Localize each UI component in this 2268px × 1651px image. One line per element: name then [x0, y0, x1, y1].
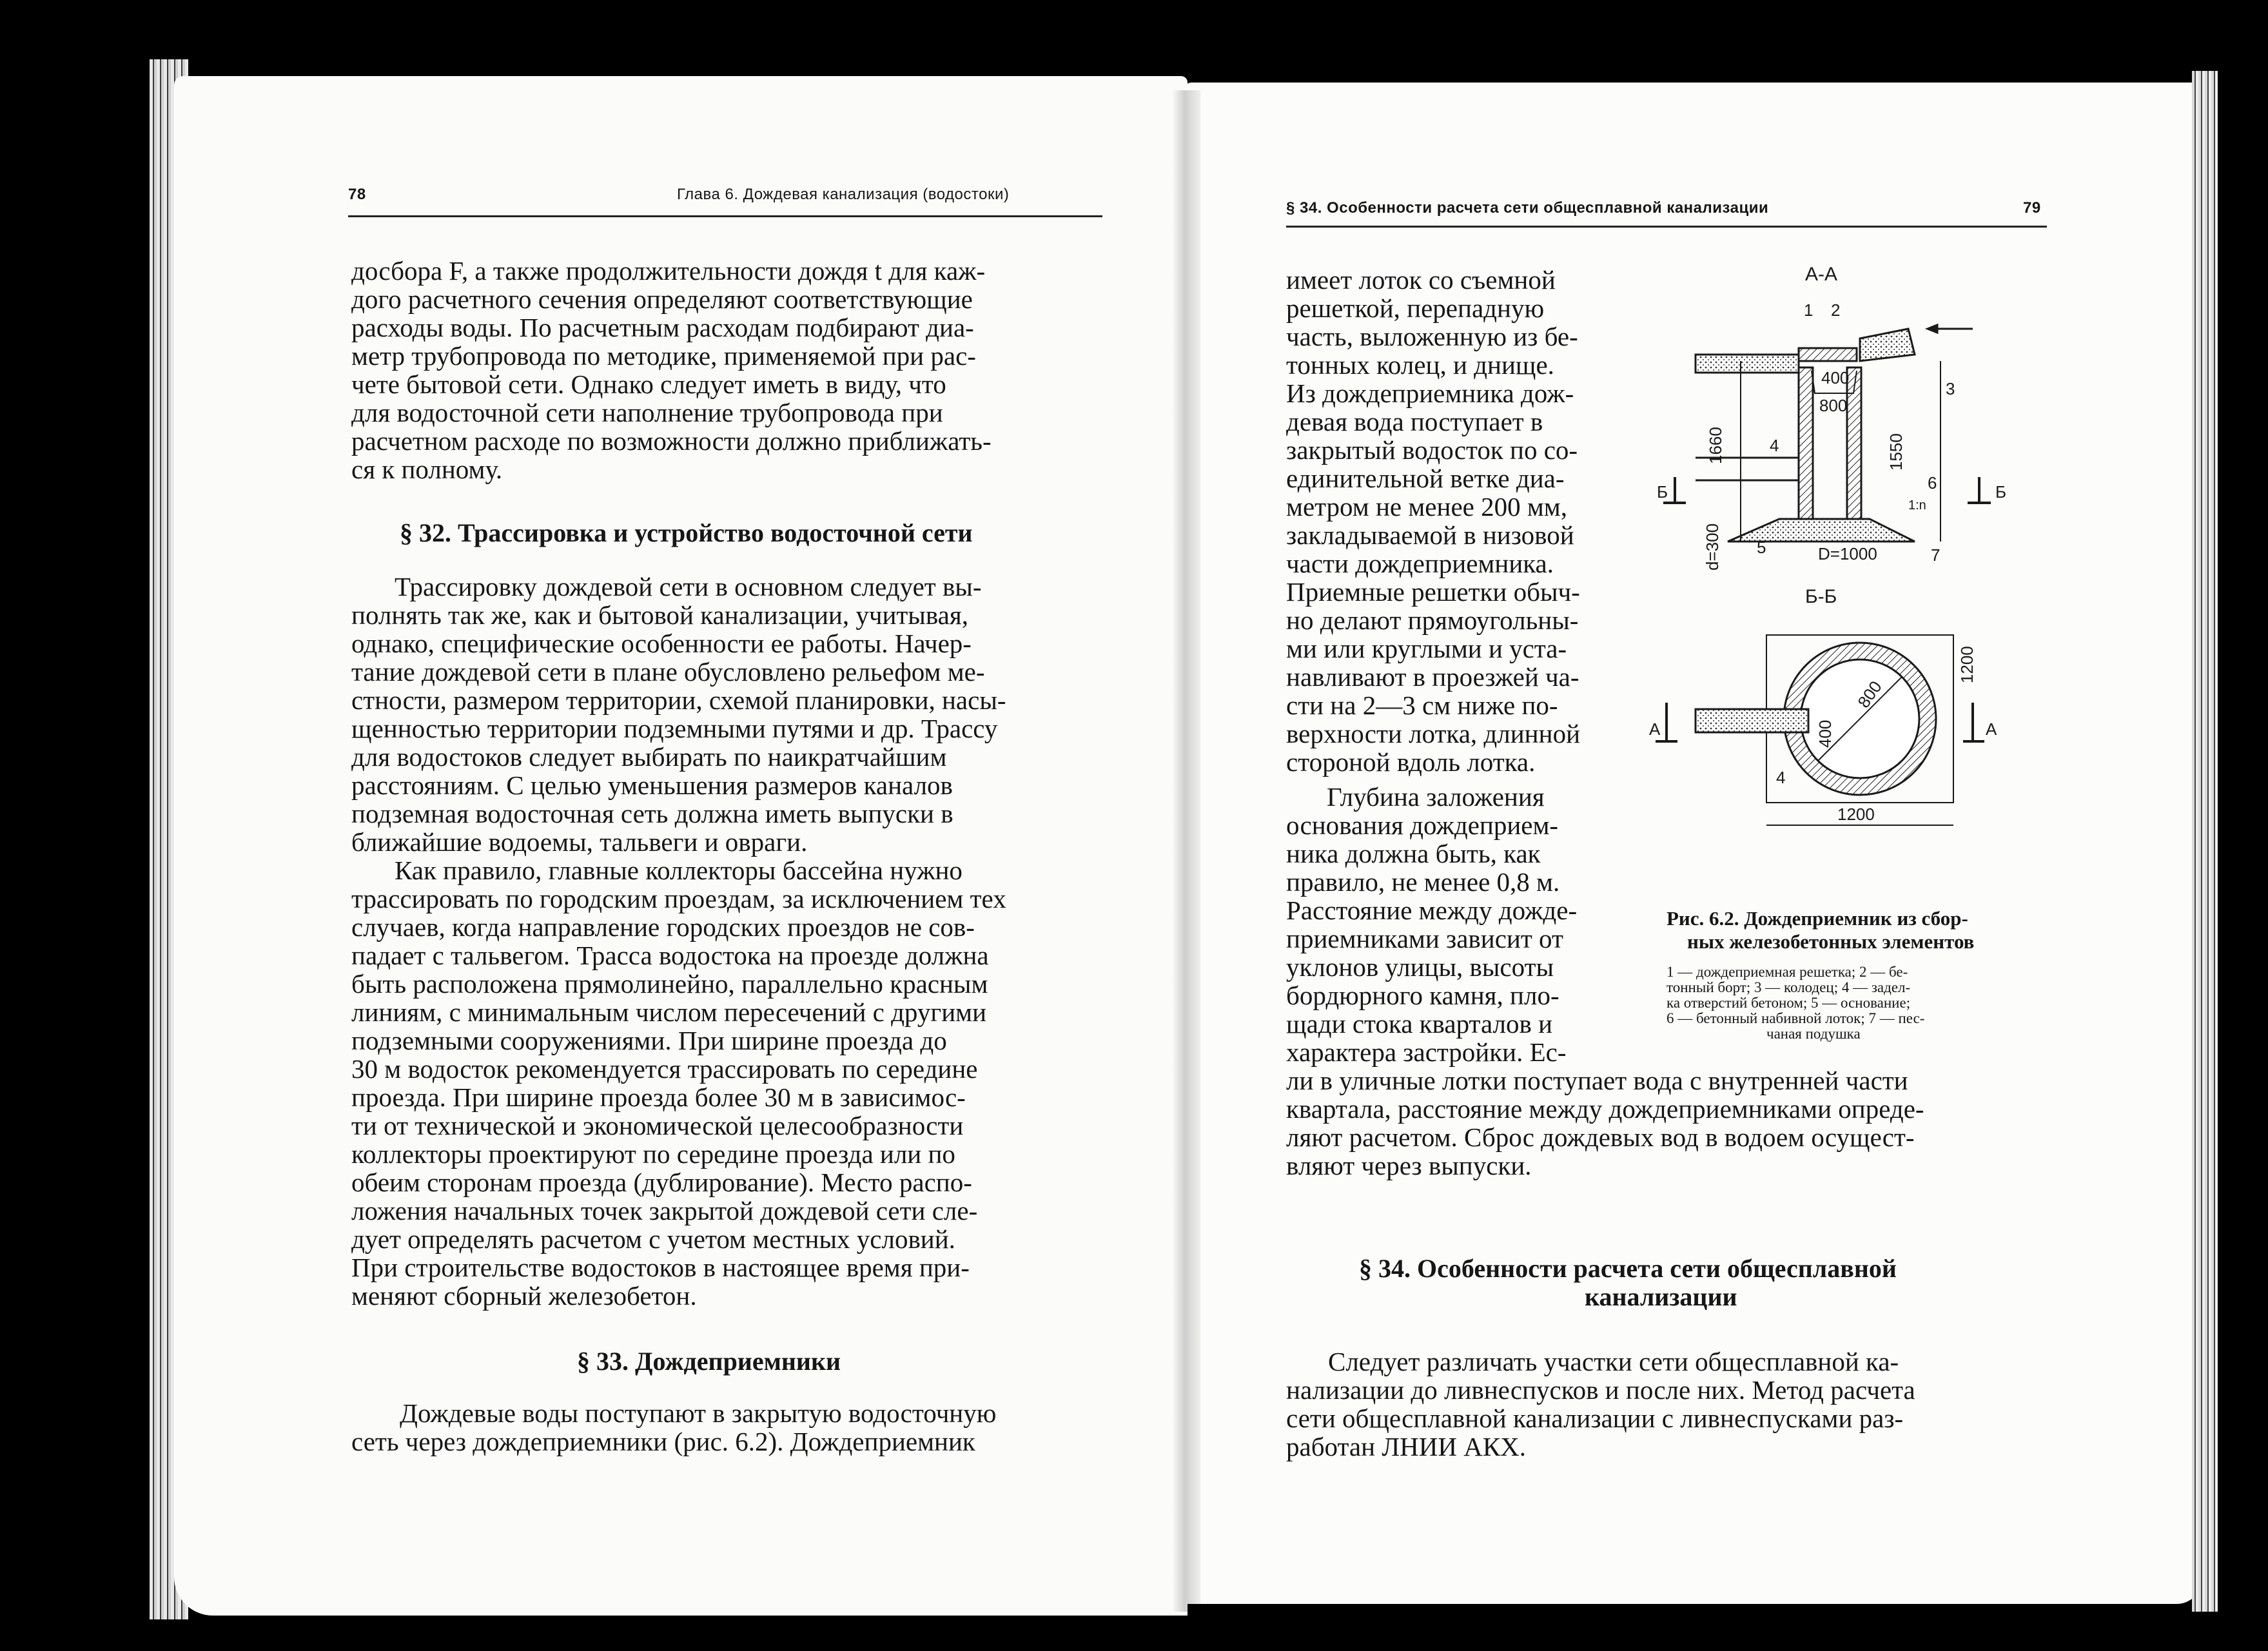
- text-line: Расстояние между дожде-: [1286, 895, 1578, 925]
- section-heading-34-cont: канализации: [1585, 1282, 1737, 1311]
- text-line: проезда. При ширине проезда более 30 м в зависимос-: [351, 1082, 966, 1112]
- text-line: случаев, когда направление городских проездов не сов-: [351, 912, 975, 942]
- section-letter-b-left: Б: [1657, 482, 1668, 502]
- text-line: ляют расчетом. Сброс дождевых вод в водоем осущест-: [1286, 1122, 1915, 1152]
- section-mark-a-right: [1963, 703, 1984, 741]
- head-rule-left: [348, 215, 1102, 217]
- dim-1550: 1550: [1886, 433, 1906, 471]
- section-aa-label: А-А: [1805, 264, 1838, 285]
- text-line: работан ЛНИИ АКХ.: [1286, 1432, 1527, 1461]
- text-line: Следует различать участки сети общесплавной ка-: [1328, 1347, 1899, 1376]
- text-line: однако, специфические особенности ее работы. Начер-: [351, 629, 972, 658]
- dim-400: 400: [1821, 368, 1850, 387]
- dim-circle-800: 800: [1853, 677, 1886, 712]
- text-line: ся к полному.: [351, 454, 503, 484]
- callout-7: 7: [1931, 545, 1941, 565]
- text-line: стности, размером территории, схемой планировки, насы-: [351, 685, 1006, 715]
- text-line: Глубина заложения: [1327, 782, 1545, 812]
- page-number-right: 79: [2023, 199, 2041, 217]
- section-heading-32: § 32. Трассировка и устройство водосточной сети: [400, 518, 973, 547]
- text-line: Приемные решетки обыч-: [1286, 577, 1580, 607]
- dim-d300: d=300: [1703, 523, 1722, 571]
- grate: [1799, 348, 1857, 361]
- text-line: ти от технической и экономической целесообразности: [351, 1111, 964, 1140]
- rainwater-inlet-drawing: [1637, 258, 2018, 903]
- text-line: тание дождевой сети в плане обусловлено рельефом ме-: [351, 657, 985, 687]
- text-line: подземная водосточная сеть должна иметь выпуски в: [351, 799, 953, 828]
- text-line: дого расчетного сечения определяют соответствующие: [351, 284, 973, 314]
- well-wall-left: [1799, 367, 1813, 519]
- text-line: сети общесплавной канализации с ливнеспусками раз-: [1286, 1403, 1904, 1433]
- dim-slope: 1:n: [1908, 498, 1926, 513]
- dim-800: 800: [1819, 396, 1848, 415]
- text-line: ли в уличные лотки поступает вода с внутренней части: [1286, 1066, 1908, 1095]
- callout-5: 5: [1757, 538, 1766, 557]
- legend-line: 6 — бетонный набивной лоток; 7 — пес-: [1667, 1010, 1925, 1026]
- text-line: для водосточной сети наполнение трубопровода при: [351, 398, 943, 427]
- section-mark-b-right: [1968, 477, 1991, 503]
- text-line: Дождевые воды поступают в закрытую водосточную: [400, 1398, 997, 1428]
- running-head-left: Глава 6. Дождевая канализация (водостоки): [677, 186, 1010, 203]
- text-line: метр трубопровода по методике, применяемой при рас-: [351, 341, 976, 371]
- legend-line: 1 — дождеприемная решетка; 2 — бе-: [1667, 964, 1908, 980]
- text-line: части дождеприемника.: [1286, 549, 1554, 578]
- text-line: имеет лоток со съемной: [1286, 265, 1556, 295]
- text-line: решеткой, перепадную: [1286, 293, 1545, 323]
- legend-line: чаная подушка: [1766, 1026, 1861, 1042]
- text-line: девая вода поступает в: [1286, 407, 1543, 436]
- text-line: досбора F, а также продолжительности дождя t для каж-: [351, 256, 986, 286]
- text-line: ми или круглыми и уста-: [1286, 634, 1567, 663]
- text-line: сти на 2—3 см ниже по-: [1286, 690, 1558, 720]
- text-line: тонных колец, и днище.: [1286, 350, 1554, 380]
- section-letter-a-left: А: [1649, 719, 1661, 739]
- text-line: трассировать по городским проездам, за исключением тех: [351, 884, 1006, 913]
- text-line: щенностью территории подземными путями и др. Трассу: [351, 714, 998, 743]
- text-line: закрытый водосток по со-: [1286, 435, 1578, 465]
- text-line: расчетном расходе по возможности должно приближать-: [351, 426, 992, 456]
- text-line: стороной вдоль лотка.: [1286, 747, 1536, 777]
- section-letter-a-right: А: [1986, 719, 1997, 739]
- legend-line: тонный борт; 3 — колодец; 4 — задел-: [1667, 979, 1911, 995]
- text-line: линиям, с минимальным числом пересечений с другими: [351, 997, 987, 1027]
- callout-4-plan: 4: [1776, 768, 1786, 787]
- road-slab: [1696, 355, 1799, 373]
- text-line: полнять так же, как и бытовой канализации, учитывая,: [351, 600, 968, 630]
- page-number-left: 78: [348, 186, 366, 203]
- text-line: для водостоков следует выбирать по наикратчайшим: [351, 742, 947, 772]
- callout-1: 1: [1804, 300, 1813, 320]
- callout-3: 3: [1946, 379, 1955, 398]
- text-line: нализации до ливнеспусков и после них. Метод расчета: [1286, 1375, 1915, 1405]
- text-line: характера застройки. Ес-: [1286, 1037, 1567, 1067]
- text-line: При строительстве водостоков в настоящее время при-: [351, 1253, 970, 1282]
- text-line: меняют сборный железобетон.: [351, 1281, 697, 1311]
- text-line: сеть через дождеприемники (рис. 6.2). Дождеприемник: [351, 1427, 975, 1456]
- text-line: дует определять расчетом с учетом местных условий.: [351, 1224, 955, 1254]
- dim-1200-horizontal: 1200: [1837, 805, 1875, 824]
- section-heading-33: § 33. Дождеприемники: [577, 1347, 841, 1376]
- text-line: уклонов улицы, высоты: [1286, 952, 1554, 982]
- plan-pipe: [1696, 709, 1808, 732]
- dim-1200-vertical: 1200: [1957, 646, 1977, 683]
- callout-4: 4: [1770, 436, 1779, 455]
- text-line: основания дождеприем-: [1286, 810, 1559, 840]
- text-line: верхности лотка, длинной: [1286, 719, 1581, 748]
- text-line: коллекторы проектируют по середине проезда или по: [351, 1139, 955, 1169]
- text-line: подземными сооружениями. При ширине проезда до: [351, 1026, 947, 1055]
- text-line: навливают в проезжей ча-: [1286, 662, 1579, 692]
- text-line: бордюрного камня, пло-: [1286, 981, 1559, 1010]
- running-head-right: § 34. Особенности расчета сети общесплавной канализации: [1286, 199, 1769, 217]
- text-line: квартала, расстояние между дождеприемниками опреде-: [1286, 1094, 1924, 1124]
- right-page-edges: [2192, 71, 2218, 1612]
- text-line: ближайшие водоемы, тальвеги и овраги.: [351, 827, 808, 857]
- text-line: Как правило, главные коллекторы бассейна нужно: [395, 855, 963, 885]
- text-line: расстояниям. С целью уменьшения размеров каналов: [351, 770, 953, 800]
- callout-6: 6: [1928, 473, 1937, 493]
- text-line: ника должна быть, как: [1286, 839, 1541, 868]
- text-line: единительной ветке диа-: [1286, 464, 1565, 493]
- book-gutter: [1172, 90, 1200, 1612]
- section-letter-b-right: Б: [1995, 482, 2007, 502]
- dim-d1000: D=1000: [1818, 544, 1877, 563]
- text-line: падает с тальвегом. Трасса водостока на проезде должна: [351, 941, 989, 970]
- text-line: 30 м водосток рекомендуется трассировать по середине: [351, 1054, 978, 1084]
- sand-base: [1728, 519, 1915, 542]
- callout-2: 2: [1831, 300, 1841, 320]
- caption-line: Рис. 6.2. Дождеприемник из сбор-: [1667, 907, 1968, 930]
- text-line: вляют через выпуски.: [1286, 1151, 1532, 1180]
- caption-line: ных железобетонных элементов: [1687, 930, 1975, 953]
- curb-stone: [1860, 329, 1915, 361]
- text-line: правило, не менее 0,8 м.: [1286, 867, 1560, 897]
- dim-1660: 1660: [1706, 427, 1725, 464]
- text-line: быть расположена прямолинейно, параллельно красным: [351, 969, 988, 999]
- text-line: обеим сторонам проезда (дублирование). Место распо-: [351, 1167, 972, 1197]
- text-line: приемниками зависит от: [1286, 924, 1563, 953]
- text-line: чете бытовой сети. Однако следует иметь в виду, что: [351, 369, 946, 399]
- section-bb-label: Б-Б: [1805, 586, 1837, 607]
- text-line: закладываемой в низовой: [1286, 520, 1574, 550]
- legend-line: ка отверстий бетоном; 5 — основание;: [1667, 995, 1911, 1011]
- text-line: Из дождеприемника дож-: [1286, 378, 1574, 408]
- text-line: часть, выложенную из бе-: [1286, 322, 1578, 351]
- text-line: Трассировку дождевой сети в основном следует вы-: [395, 572, 982, 601]
- dim-circle-400: 400: [1815, 719, 1835, 748]
- head-rule-right: [1286, 226, 2047, 228]
- text-line: щади стока кварталов и: [1286, 1009, 1553, 1039]
- text-line: ложения начальных точек закрытой дождевой сети сле-: [351, 1196, 978, 1226]
- text-line: расходы воды. По расчетным расходам подбирают диа-: [351, 313, 974, 342]
- section-heading-34: § 34. Особенности расчета сети общесплавной: [1359, 1254, 1897, 1283]
- text-line: но делают прямоугольны-: [1286, 605, 1579, 635]
- text-line: метром не менее 200 мм,: [1286, 492, 1567, 522]
